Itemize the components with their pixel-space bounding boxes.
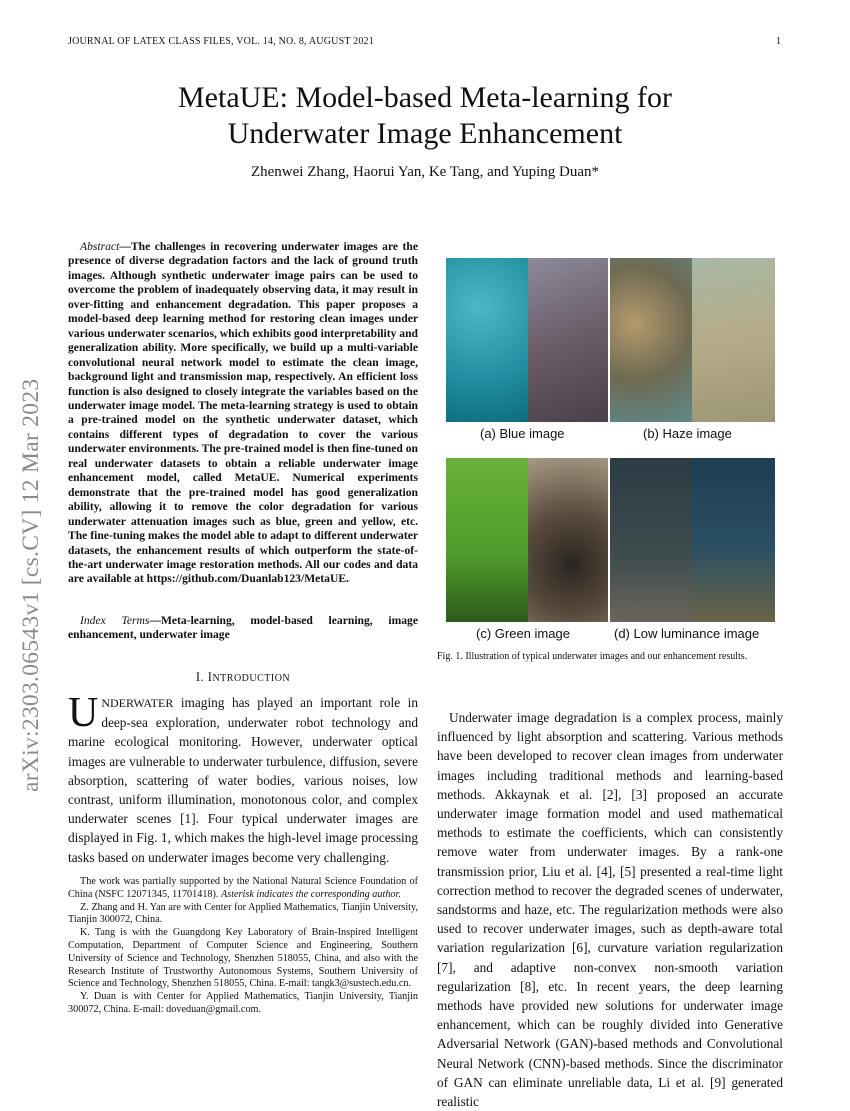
index-terms-text: —Meta-learning, model-based learning, image enhancement, underwater image [68, 614, 418, 642]
footnote-funding: The work was partially supported by the National Natural Science Foundation of China (NSFC 12071345, 11701418). Asterisk indicates the corresponding author. [68, 876, 418, 900]
figure-caption: Fig. 1. Illustration of typical underwater images and our enhancement results. [437, 651, 748, 662]
caption-b: (b) Haze image [643, 426, 732, 441]
caption-a: (a) Blue image [480, 426, 565, 441]
abstract [68, 240, 418, 587]
caption-d: (d) Low luminance image [614, 626, 760, 641]
blue-image-original [446, 258, 528, 422]
blue-image-enhanced [528, 258, 608, 422]
title-line-1: MetaUE: Model-based Meta-learning for [178, 81, 672, 114]
arxiv-identifier: arXiv:2303.06543v1 [cs.CV] 12 Mar 2023 [18, 378, 44, 792]
footnote-affiliation: Z. Zhang and H. Yan are with Center for Applied Mathematics, Tianjin University, Tianjin 300072, China. [68, 901, 418, 926]
index-terms [68, 614, 418, 643]
footnote-affiliation: Y. Duan is with Center for Applied Mathematics, Tianjin University, Tianjin 300072, China. E-mail: doveduan@gmail.com. [68, 991, 418, 1015]
low-luminance-original [610, 458, 692, 622]
green-image-enhanced [528, 458, 608, 622]
intro-paragraph: UNDERWATER imaging has played an important role in deep-sea exploration, underwater robot technology and marine ecological monitoring. However, underwater optical images are vulnerable to underwater turbulence, diffusion, severe absorption, scattering of water bodies, various noises, low contrast, uniform illumination, monotonous color, and complex underwater scenes [1]. Four typical underwater images are displayed in Fig. 1, which makes the high-level image processing tasks based on underwater images become very challenging. [68, 690, 418, 865]
title-line-2: Underwater Image Enhancement [227, 117, 623, 150]
green-image-original [446, 458, 528, 622]
haze-image-original [610, 258, 692, 422]
haze-image-enhanced [692, 258, 775, 422]
authors: Zhenwei Zhang, Haorui Yan, Ke Tang, and Yuping Duan* [250, 164, 600, 180]
drop-cap: U [68, 690, 99, 736]
running-header: JOURNAL OF LATEX CLASS FILES, VOL. 14, NO. 8, AUGUST 2021 [68, 36, 374, 47]
low-luminance-enhanced [692, 458, 775, 622]
footnotes [68, 876, 418, 1017]
abstract-label: Abstract [80, 240, 120, 253]
footnote-affiliation: K. Tang is with the Guangdong Key Laboratory of Brain-Inspired Intelligent Computation, Department of Computer Science and Engineering, Southern University of Science and Technology, Shenzhen 518055, China, and also with the Research Institute of Trustworthy Autonomous Systems, Southern University of Science and Technology, Shenzhen 518055, China. E-mail: tangk3@sustech.edu.cn. [68, 927, 418, 990]
abstract-text: —The challenges in recovering underwater images are the presence of diverse degradation factors and the lack of ground truth images. Although synthetic underwater image pairs can be used to overcome the problem of inadequately observing data, it may result in over-fitting and enhancement degradation. This paper proposes a model-based deep learning method for restoring clean images under various underwater scenarios, which exhibits good interpretability and generalization ability. More specifically, we build up a multi-variable convolutional neural network model to estimate the clean image, background light and transmission map, respectively. An efficient loss function is also designed to closely integrate the variables based on the underwater image model. The meta-learning strategy is used to obtain a pre-trained model on the synthetic underwater dataset, which contains different types of degradation to cover the various underwater environments. The pre-trained model is then fine-tuned on real underwater datasets to obtain a reliable underwater image enhancement model, called MetaUE. Numerical experiments demonstrate that the pre-trained model has good generalization ability, allowing it to remove the color degradation for various underwater attenuation images such as blue, green and yellow, etc. The fine-tuning makes the model able to adapt to different underwater datasets, the enhancement results of which outperform the state-of-the-art underwater image restoration methods. All our codes and data are available at https://github.com/Duanlab123/MetaUE. [68, 240, 418, 586]
index-terms-label: Index Terms [80, 614, 150, 627]
body-paragraph: Underwater image degradation is a complex process, mainly influenced by light absorption and scattering. Various methods have been developed to recover clean images from underwater images including traditional methods and learning-based methods. Akkaynak et al. [2], [3] proposed an accurate underwater image formation model and used mathematical methods to estimate the coefficients, which can consistently remove water from underwater images. By a rank-one transmission prior, Liu et al. [4], [5] presented a real-time light correction method to recover the degraded scenes of underwater, sandstorms and haze, etc. The regularization methods were also used to recover underwater images, such as depth-aware total variation regularization [6], curvature variation regularization [7], and adaptive non-convex non-smooth variation regularization [8], etc. In recent years, the deep learning methods have provided new solutions for underwater image enhancement, which can be roughly divided into Generative Adversarial Network (GAN)-based methods and Convolutional Neural Network (CNN)-based methods. Since the discriminator of GAN can eliminate unreliable data, Li et al. [9] generated realistic [437, 710, 783, 1110]
section-heading: I. INTRODUCTION [195, 670, 291, 684]
paper-title [60, 80, 790, 152]
caption-c: (c) Green image [476, 626, 570, 641]
page-number: 1 [776, 36, 782, 47]
